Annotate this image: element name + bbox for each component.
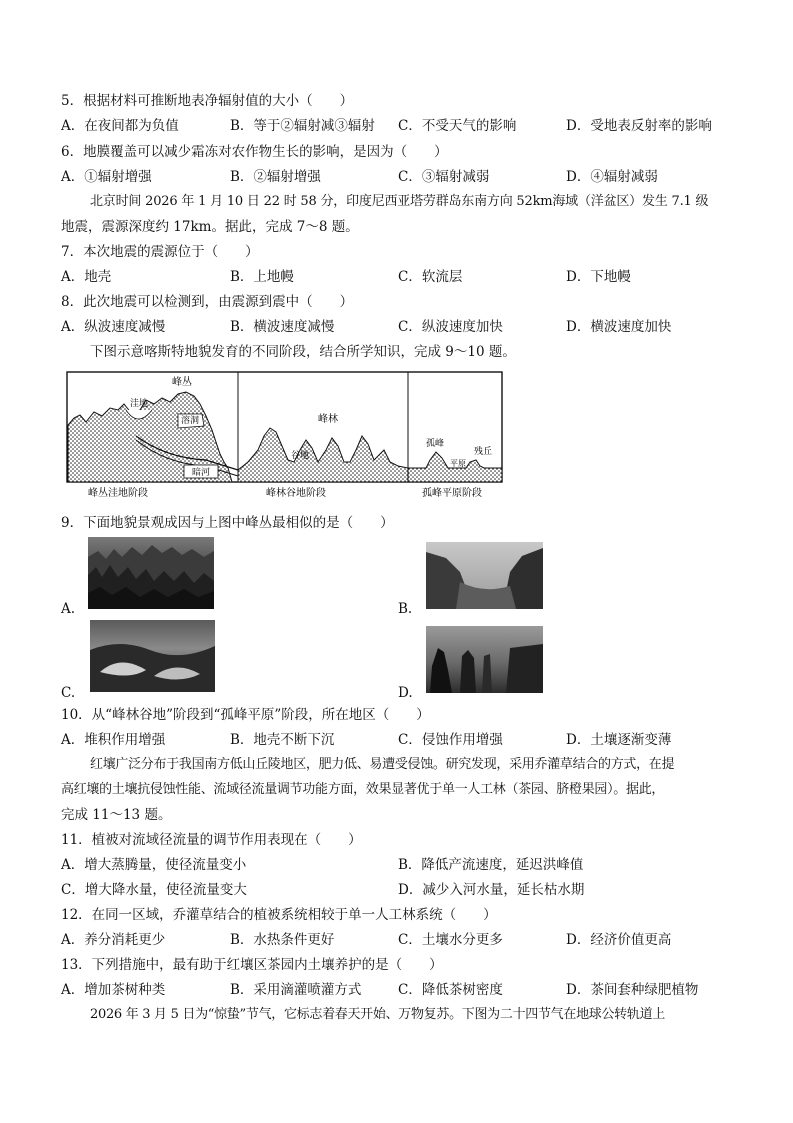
label-wadi: 洼地 — [130, 399, 149, 409]
label-fenglin: 峰林 — [318, 414, 338, 425]
karst-material: 下图示意喀斯特地貌发育的不同阶段，结合所学知识，完成 9～10 题。 — [90, 344, 516, 360]
soil-material-line-3: 完成 11～13 题。 — [61, 807, 172, 823]
q12-option-d: D．经济价值更高 — [566, 932, 672, 948]
photo-d-sea-stacks — [426, 626, 543, 693]
soil-material-line-2: 高红壤的土壤抗侵蚀性能、流域径流量调节功能方面，效果显著优于单一人工林（茶园、脐橙果园）。据此， — [61, 782, 665, 797]
q11-option-d: D．减少入河水量，延长枯水期 — [398, 882, 585, 898]
q10-option-d: D．土壤逐渐变薄 — [566, 732, 672, 748]
q12-option-c: C．土壤水分更多 — [398, 932, 503, 948]
q7-option-a: A．地壳 — [61, 269, 112, 285]
q5-option-a: A．在夜间都为负值 — [61, 118, 179, 134]
stage-label-1: 峰丛洼地阶段 — [88, 488, 148, 499]
q13-option-d: D．茶间套种绿肥植物 — [566, 982, 699, 998]
q5-option-c: C．不受天气的影响 — [398, 118, 517, 134]
q12-stem: 12．在同一区域，乔灌草结合的植被系统相较于单一人工林系统（ ） — [61, 907, 497, 923]
q6-option-d: D．④辐射减弱 — [566, 169, 658, 185]
q8-option-c: C．纵波速度加快 — [398, 319, 503, 335]
q8-option-a: A．纵波速度减慢 — [61, 319, 166, 335]
label-canqiu: 残丘 — [474, 447, 493, 457]
q9-label-b: B. — [398, 601, 413, 617]
photo-a-canyon — [88, 537, 214, 609]
q11-stem: 11．植被对流域径流量的调节作用表现在（ ） — [61, 832, 362, 848]
stage-label-2: 峰林谷地阶段 — [266, 488, 326, 499]
label-pingyuan: 平原 — [450, 459, 466, 468]
q11-option-a: A．增大蒸腾量，使径流量变小 — [61, 857, 247, 873]
quake-material-line-2: 地震，震源深度约 17km。据此，完成 7～8 题。 — [61, 219, 359, 235]
q8-option-d: D．横波速度加快 — [566, 319, 672, 335]
q12-option-a: A．养分消耗更少 — [61, 932, 166, 948]
label-gufeng: 孤峰 — [426, 439, 445, 449]
q6-option-a: A．①辐射增强 — [61, 169, 152, 185]
q13-stem: 13．下列措施中，最有助于红壤区茶园内土壤养护的是（ ） — [61, 957, 443, 973]
soil-material-line-1: 红壤广泛分布于我国南方低山丘陵地区，肥力低、易遭受侵蚀。研究发现，采用乔灌草结合的方式，在提 — [90, 757, 675, 772]
q11-option-c: C．增大降水量，使径流量变大 — [61, 882, 247, 898]
label-rongdong: 溶洞 — [181, 416, 200, 426]
q10-option-b: B．地壳不断下沉 — [230, 732, 335, 748]
q11-option-b: B．降低产流速度，延迟洪峰值 — [398, 857, 584, 873]
q10-option-a: A．堆积作用增强 — [61, 732, 166, 748]
quake-material-line-1: 北京时间 2026 年 1 月 10 日 22 时 58 分，印度尼西亚塔劳群岛东南方向 52km海域（洋盆区）发生 7.1 级 — [90, 194, 709, 209]
q9-stem: 9．下面地貌景观成因与上图中峰丛最相似的是（ ） — [61, 515, 394, 531]
q6-option-c: C．③辐射减弱 — [398, 169, 490, 185]
q9-label-d: D. — [398, 685, 413, 701]
q9-label-c: C. — [61, 685, 76, 701]
q13-option-a: A．增加茶树种类 — [61, 982, 166, 998]
q13-option-b: B．采用滴灌喷灌方式 — [230, 982, 362, 998]
q10-option-c: C．侵蚀作用增强 — [398, 732, 503, 748]
stage-label-3: 孤峰平原阶段 — [422, 488, 482, 499]
q12-option-b: B．水热条件更好 — [230, 932, 335, 948]
q8-stem: 8．此次地震可以检测到，由震源到震中（ ） — [61, 294, 354, 310]
label-gudi: 谷地 — [291, 451, 310, 461]
q6-stem: 6．地膜覆盖可以减少霜冻对农作物生长的影响，是因为（ ） — [61, 144, 448, 160]
q7-stem: 7．本次地震的震源位于（ ） — [61, 244, 259, 260]
label-fengcong: 峰丛 — [172, 377, 192, 388]
q10-stem: 10．从“峰林谷地”阶段到“孤峰平原”阶段，所在地区（ ） — [61, 707, 430, 723]
q5-option-b: B．等于②辐射减③辐射 — [230, 118, 375, 134]
q5-stem: 5．根据材料可推断地表净辐射值的大小（ ） — [61, 93, 354, 109]
q9-label-a: A. — [61, 601, 76, 617]
q5-option-d: D．受地表反射率的影响 — [566, 118, 712, 134]
q7-option-b: B．上地幔 — [230, 269, 294, 285]
q6-option-b: B．②辐射增强 — [230, 169, 321, 185]
label-anhe: 暗河 — [192, 468, 211, 478]
q7-option-d: D．下地幔 — [566, 269, 631, 285]
karst-stages-figure — [66, 370, 506, 502]
q8-option-b: B．横波速度减慢 — [230, 319, 335, 335]
photo-c-dunes — [90, 620, 215, 692]
q13-option-c: C．降低茶树密度 — [398, 982, 503, 998]
solar-term-material: 2026 年 3 月 5 日为“惊蛰”节气，它标志着春天开始、万物复苏。下图为二十四节气在地球公转轨道上 — [90, 1007, 665, 1022]
q7-option-c: C．软流层 — [398, 269, 463, 285]
photo-b-gorge — [426, 542, 543, 609]
